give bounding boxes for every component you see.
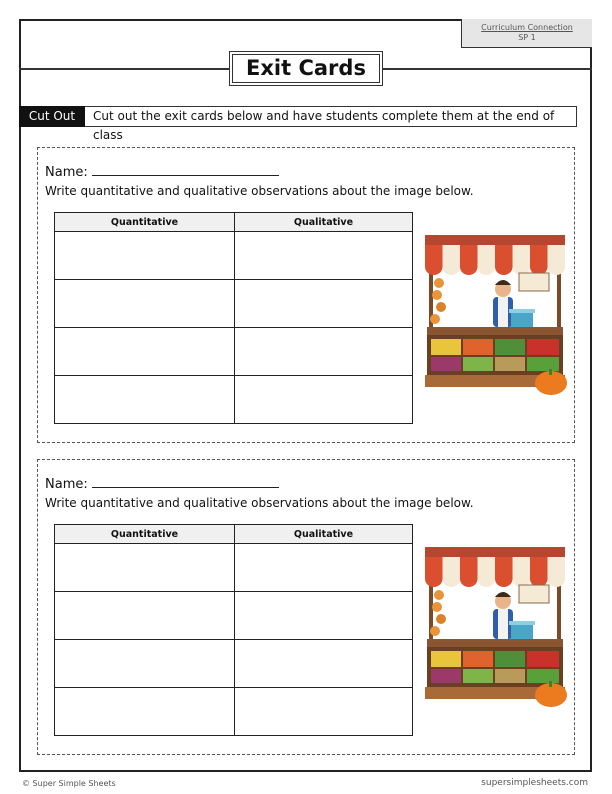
header-qualitative: Qualitative <box>235 525 413 544</box>
cut-out-label: Cut Out <box>19 106 85 127</box>
observation-table <box>54 524 413 736</box>
name-blank[interactable] <box>92 163 279 176</box>
qualitative-cell[interactable] <box>235 640 413 688</box>
quantitative-cell[interactable] <box>55 592 235 640</box>
qualitative-cell[interactable] <box>235 544 413 592</box>
name-label: Name: <box>45 165 88 180</box>
qualitative-cell[interactable] <box>235 280 413 328</box>
header-quantitative: Quantitative <box>55 525 235 544</box>
table-row <box>55 640 413 688</box>
table-row <box>55 376 413 424</box>
footer-website[interactable]: supersimplesheets.com <box>481 778 588 788</box>
table-row <box>55 544 413 592</box>
qualitative-cell[interactable] <box>235 232 413 280</box>
name-blank[interactable] <box>92 475 279 488</box>
observation-table <box>54 212 413 424</box>
name-label: Name: <box>45 477 88 492</box>
quantitative-cell[interactable] <box>55 688 235 736</box>
curriculum-code: SP 1 <box>518 33 536 42</box>
curriculum-label: Curriculum Connection <box>481 23 573 32</box>
footer-copyright: © Super Simple Sheets <box>22 779 116 788</box>
table-row <box>55 280 413 328</box>
curriculum-connection-box <box>461 19 592 48</box>
instruction-text: Cut out the exit cards below and have students complete them at the end of class <box>85 106 577 127</box>
table-row <box>55 328 413 376</box>
market-stall-illustration <box>421 233 569 399</box>
qualitative-cell[interactable] <box>235 376 413 424</box>
quantitative-cell[interactable] <box>55 328 235 376</box>
name-line <box>45 163 279 180</box>
name-line <box>45 475 279 492</box>
page-title: Exit Cards <box>229 51 383 86</box>
header-quantitative: Quantitative <box>55 213 235 232</box>
quantitative-cell[interactable] <box>55 280 235 328</box>
instruction-row <box>19 106 577 142</box>
qualitative-cell[interactable] <box>235 688 413 736</box>
header-qualitative: Qualitative <box>235 213 413 232</box>
table-row <box>55 232 413 280</box>
exit-card-1 <box>37 147 575 443</box>
quantitative-cell[interactable] <box>55 640 235 688</box>
quantitative-cell[interactable] <box>55 232 235 280</box>
quantitative-cell[interactable] <box>55 544 235 592</box>
card-prompt: Write quantitative and qualitative observations about the image below. <box>45 496 474 510</box>
card-prompt: Write quantitative and qualitative observations about the image below. <box>45 184 474 198</box>
qualitative-cell[interactable] <box>235 592 413 640</box>
table-row <box>55 592 413 640</box>
quantitative-cell[interactable] <box>55 376 235 424</box>
table-row <box>55 688 413 736</box>
market-stall-illustration <box>421 545 569 711</box>
exit-card-2 <box>37 459 575 755</box>
qualitative-cell[interactable] <box>235 328 413 376</box>
